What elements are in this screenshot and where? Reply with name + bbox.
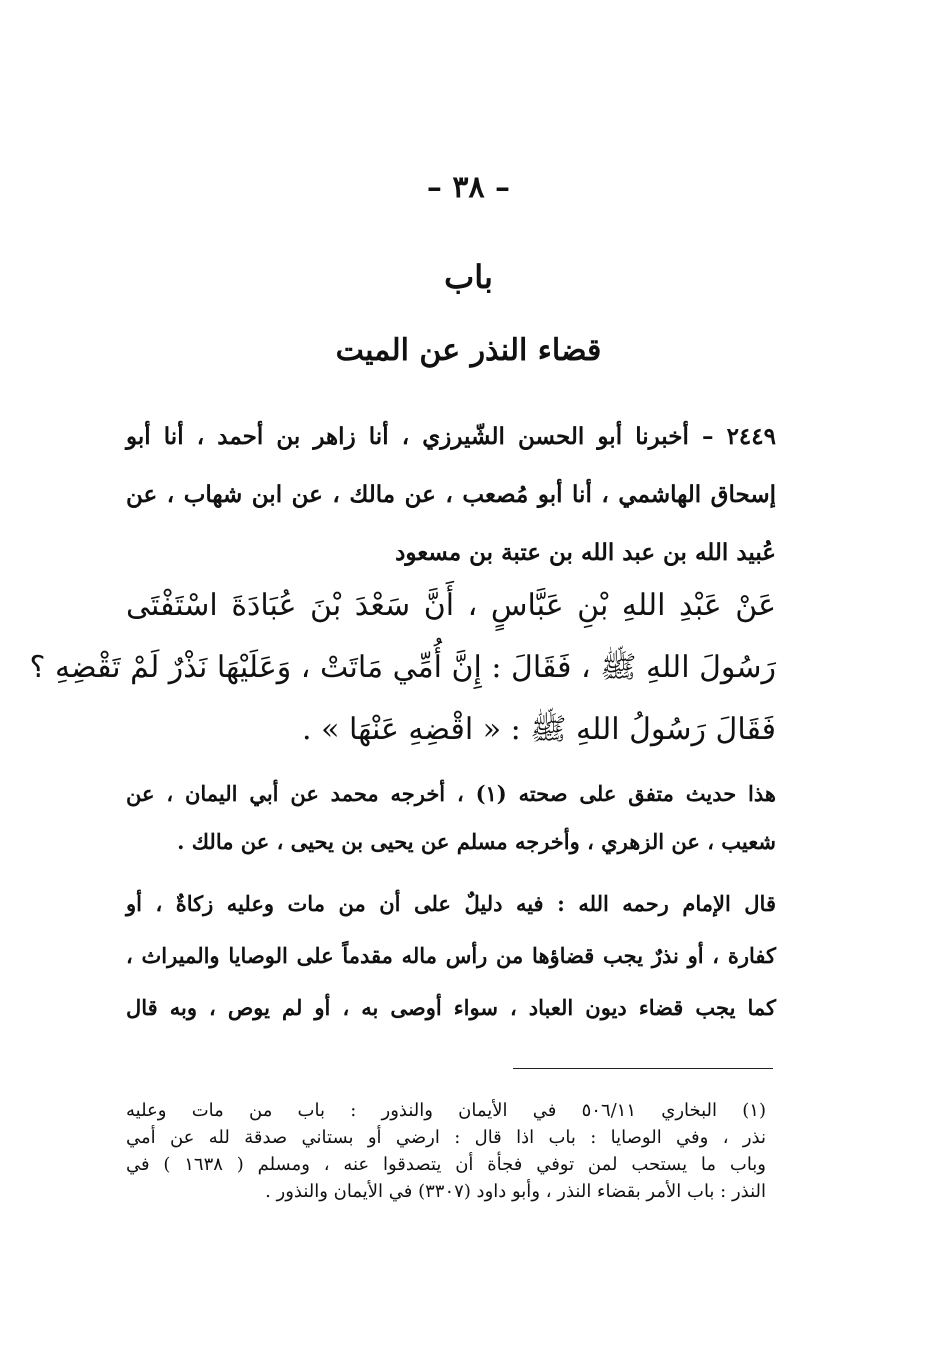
footnote-line: (١) البخاري ٥٠٦/١١ في الأيمان والنذور : باب من مات وعليه	[126, 1100, 766, 1121]
footnote-line: نذر ، وفي الوصايا : باب اذا قال : ارضي أو بستاني صدقة لله عن أمي	[126, 1127, 766, 1148]
commentary-line: كما يجب قضاء ديون العباد ، سواء أوصى به ، أو لم يوص ، وبه قال	[126, 995, 776, 1020]
hadith-line: عَنْ عَبْدِ اللهِ بْنِ عَبَّاسٍ ، أَنَّ سَعْدَ بْنَ عُبَادَةَ اسْتَفْتَى	[126, 588, 776, 623]
hadith-line: رَسُولَ اللهِ ﷺ ، فَقَالَ : إِنَّ أُمِّي مَاتَتْ ، وَعَلَيْهَا نَذْرٌ لَمْ تَقْضِهِ ؟	[29, 650, 776, 685]
page-number: – ٣٨ –	[426, 170, 511, 205]
isnad-line: عُبيد الله بن عبد الله بن عتبة بن مسعود	[395, 539, 776, 566]
footnote-separator	[513, 1068, 773, 1069]
takhrij-line: شعيب ، عن الزهري ، وأخرجه مسلم عن يحيى بن يحيى ، عن مالك .	[177, 829, 776, 854]
takhrij-line: هذا حديث متفق على صحته (١) ، أخرجه محمد عن أبي اليمان ، عن	[126, 781, 776, 806]
hadith-line: فَقَالَ رَسُولُ اللهِ ﷺ : « اقْضِهِ عَنْهَا » .	[302, 712, 776, 747]
commentary-line: قال الإمام رحمه الله : فيه دليلٌ على أن من مات وعليه زكاةٌ ، أو	[126, 891, 776, 916]
chapter-title: قضاء النذر عن الميت	[335, 333, 602, 368]
chapter-heading: باب	[444, 258, 493, 296]
footnote	[126, 1097, 766, 1205]
isnad-line: إسحاق الهاشمي ، أنا أبو مُصعب ، عن مالك ، عن ابن شهاب ، عن	[126, 481, 776, 508]
commentary-paragraph	[126, 878, 776, 1034]
takhrij-paragraph	[126, 770, 776, 866]
hadith-text	[29, 575, 776, 761]
footnote-line: وباب ما يستحب لمن توفي فجأة أن يتصدقوا عنه ، ومسلم ( ١٦٣٨ ) في	[126, 1154, 767, 1175]
isnad-line: ٢٤٤٩ – أخبرنا أبو الحسن الشّيرزي ، أنا زاهر بن أحمد ، أنا أبو	[126, 423, 776, 450]
isnad-paragraph	[126, 408, 776, 582]
commentary-line: كفارة ، أو نذرٌ يجب قضاؤها من رأس ماله مقدماً على الوصايا والميراث ،	[126, 943, 776, 968]
footnote-line: النذر : باب الأمر بقضاء النذر ، وأبو داود (٣٣٠٧) في الأيمان والنذور .	[265, 1181, 766, 1202]
